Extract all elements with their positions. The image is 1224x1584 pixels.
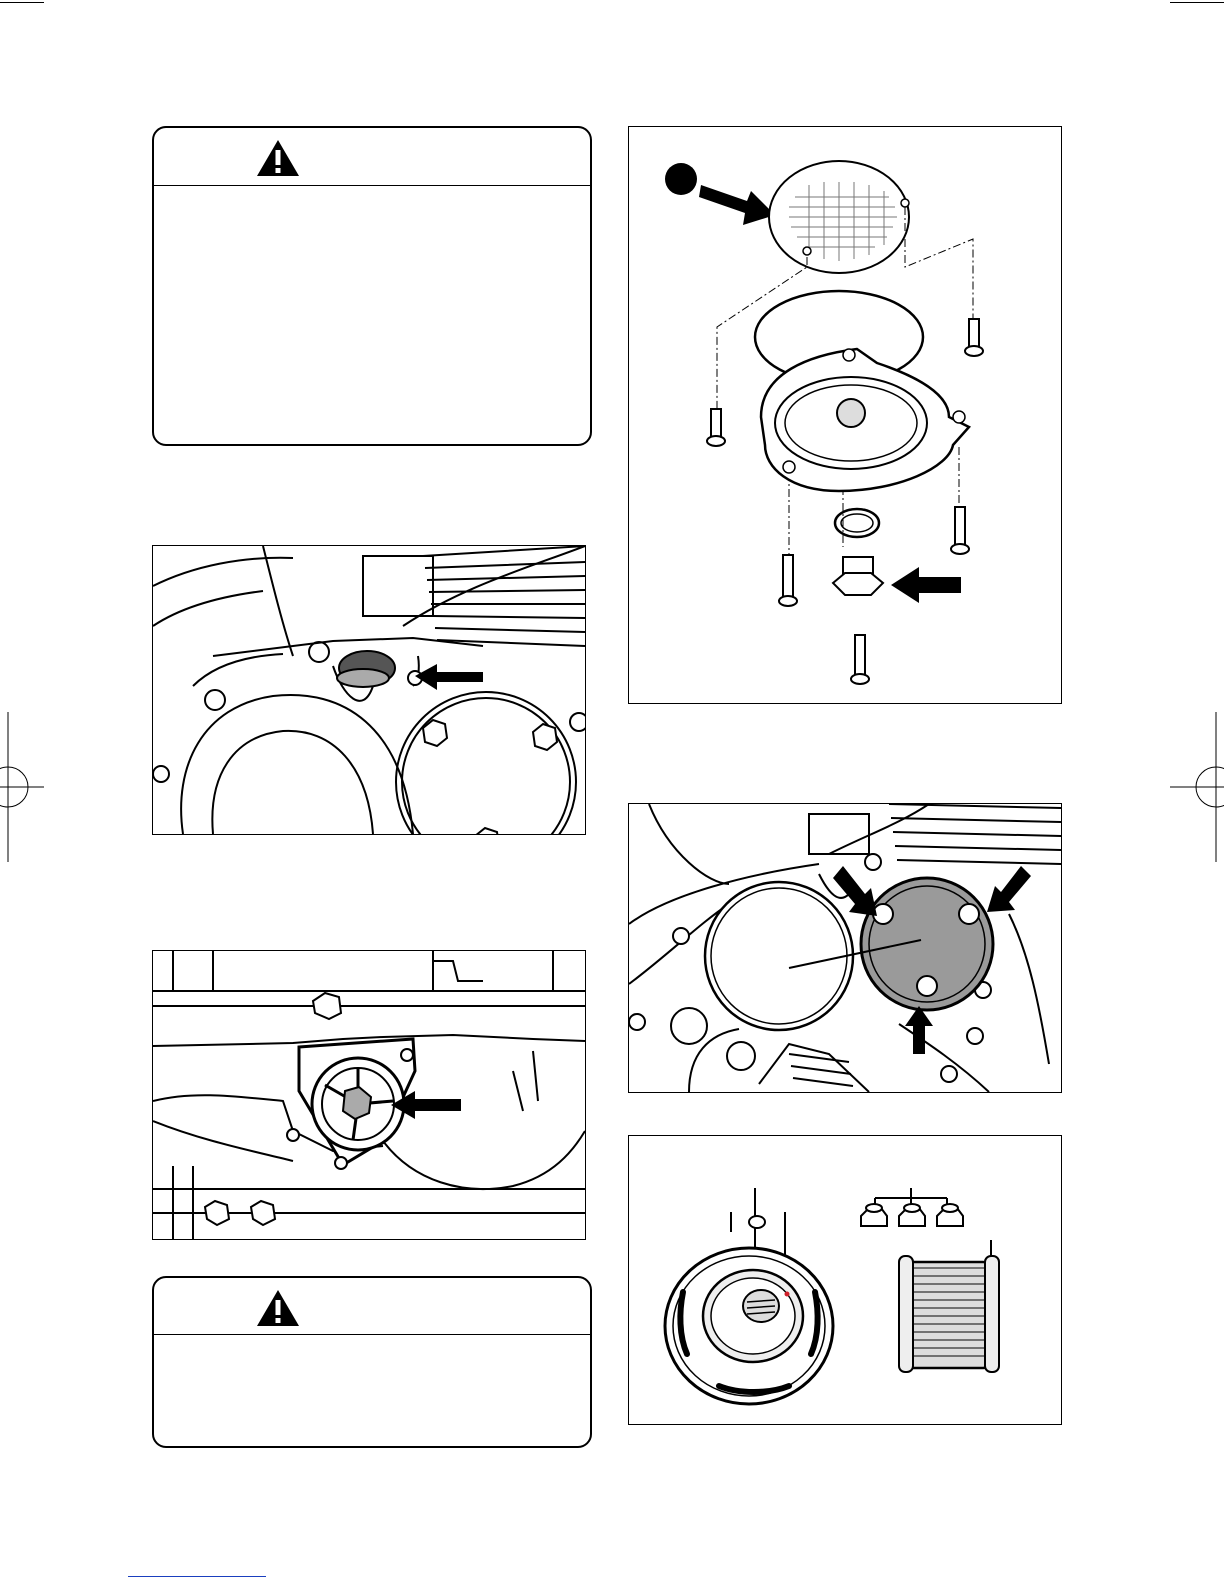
strainer-exploded-figure bbox=[628, 126, 1062, 704]
arrow-icon bbox=[891, 567, 961, 603]
filter-cover-illustration bbox=[629, 804, 1061, 1092]
arrow-icon bbox=[699, 185, 775, 225]
warning-header bbox=[154, 128, 590, 186]
engine-underside-illustration bbox=[153, 951, 585, 1239]
crop-mark bbox=[0, 2, 44, 3]
warning-triangle-icon bbox=[256, 1289, 300, 1327]
oil-filler-cap-figure bbox=[152, 545, 586, 835]
arrow-icon bbox=[987, 866, 1031, 912]
filter-parts-illustration bbox=[629, 1136, 1061, 1424]
registration-mark-right bbox=[1170, 712, 1224, 862]
crop-mark bbox=[1170, 2, 1224, 3]
warning-header bbox=[154, 1278, 590, 1335]
arrow-icon bbox=[833, 866, 877, 916]
reference-underline bbox=[128, 1576, 266, 1577]
registration-mark-left bbox=[0, 712, 50, 862]
oil-filter-cover-figure bbox=[628, 803, 1062, 1093]
engine-illustration bbox=[153, 546, 585, 834]
warning-box bbox=[152, 1276, 592, 1448]
callout-marker-icon bbox=[665, 163, 697, 195]
oil-drain-bolt-figure bbox=[152, 950, 586, 1240]
exploded-view-illustration bbox=[629, 127, 1061, 703]
warning-box bbox=[152, 126, 592, 446]
arrow-icon bbox=[415, 664, 483, 690]
oil-filter-parts-figure bbox=[628, 1135, 1062, 1425]
warning-triangle-icon bbox=[256, 139, 300, 177]
